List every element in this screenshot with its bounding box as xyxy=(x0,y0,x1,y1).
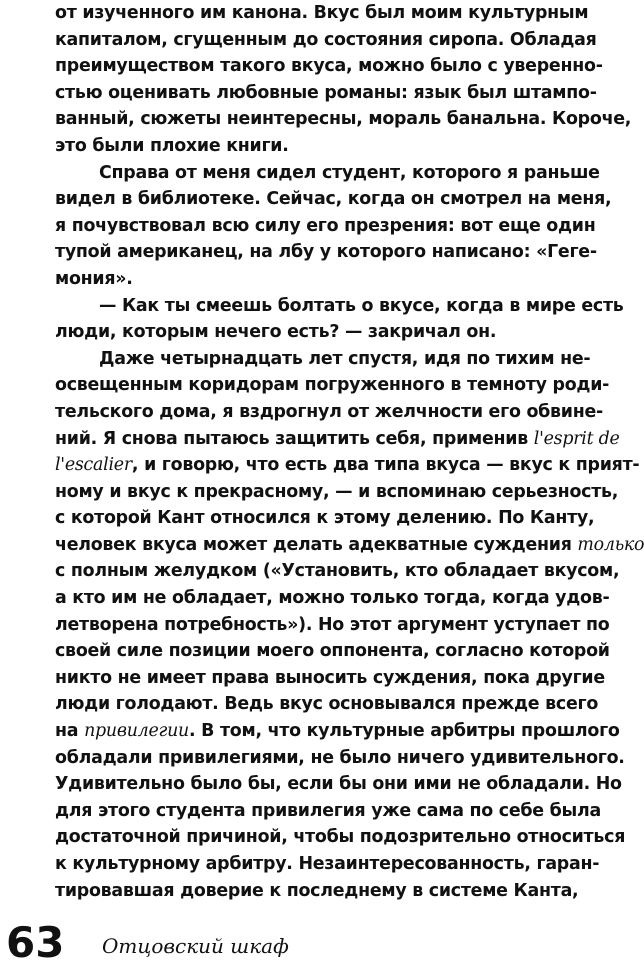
text-run: стью оценивать любовные романы: язык был штампо- xyxy=(55,82,597,103)
text-line xyxy=(55,133,600,160)
text-line xyxy=(55,106,632,133)
text-line xyxy=(55,612,610,639)
italic-phrase: только xyxy=(577,534,644,555)
page-number: 63 xyxy=(6,918,65,967)
text-run: капиталом, сгущенным до состояния сиропа. Обладая xyxy=(55,29,597,50)
italic-phrase: l'escalier xyxy=(55,455,132,476)
text-line xyxy=(55,638,610,665)
text-run: человек вкуса может делать адекватные суждения xyxy=(55,534,578,555)
text-run: а кто им не обладает, можно только тогда, когда удов- xyxy=(55,588,610,609)
text-run: это были плохие книги. xyxy=(55,135,289,156)
text-run: Удивительно было бы, если бы они ими не обладали. Но xyxy=(55,774,622,795)
text-line xyxy=(55,426,620,453)
text-run: люди голодают. Ведь вкус основывался прежде всего xyxy=(55,694,599,715)
text-run: тировавшая доверие к последнему в системе Канта, xyxy=(55,880,579,901)
text-line xyxy=(55,824,626,851)
text-run: от изученного им канона. Вкус был моим культурным xyxy=(55,3,589,23)
text-line xyxy=(55,532,644,559)
text-line xyxy=(55,585,610,612)
text-run: ному и вкус к прекрасному, — и вспоминаю серьезность, xyxy=(55,481,619,502)
text-run: ванный, сюжеты неинтересны, мораль банальна. Короче, xyxy=(55,109,632,130)
text-line xyxy=(55,798,600,825)
text-line xyxy=(55,319,600,346)
body-text xyxy=(55,0,644,904)
text-run: — Как ты смеешь болтать о вкусе, когда в мире есть xyxy=(99,295,624,316)
text-line xyxy=(55,27,600,54)
text-run: обладали привилегиями, не было ничего удивительного. xyxy=(55,747,625,768)
text-line xyxy=(55,399,604,426)
text-run: Справа от меня сидел студент, которого я раньше xyxy=(99,162,600,183)
text-run: к культурному арбитру. Незаинтересованность, гаран- xyxy=(55,854,600,874)
text-run: на xyxy=(55,721,85,742)
text-line xyxy=(55,878,600,905)
text-line xyxy=(55,80,600,107)
text-line xyxy=(55,718,620,745)
text-line xyxy=(55,186,612,213)
text-run: тельского дома, я вздрогнул от желчности его обвине- xyxy=(55,401,604,422)
text-line xyxy=(55,558,620,585)
text-run: никто не имеет права выносить суждения, пока другие xyxy=(55,667,605,688)
text-line xyxy=(55,452,640,479)
text-run: Даже четырнадцать лет спустя, идя по тихим не- xyxy=(99,348,591,369)
text-line xyxy=(55,665,605,692)
text-line xyxy=(55,505,600,532)
text-line xyxy=(55,160,600,187)
text-line xyxy=(55,691,600,718)
text-line xyxy=(55,0,600,27)
text-run: тупой американец, на лбу у которого написано: «Геге- xyxy=(55,242,597,263)
text-line xyxy=(55,771,622,798)
text-line xyxy=(55,293,624,320)
text-line xyxy=(55,479,619,506)
text-run: , и говорю, что есть два типа вкуса — вкус к прият- xyxy=(131,455,640,476)
text-line xyxy=(55,53,603,80)
text-run: я почувствовал всю силу его презрения: вот еще один xyxy=(55,215,596,236)
text-run: преимуществом такого вкуса, можно было с уверенно- xyxy=(55,56,603,77)
text-line xyxy=(55,745,625,772)
text-run: достаточной причиной, чтобы подозрительно относиться xyxy=(55,827,626,848)
italic-phrase: l'esprit de xyxy=(533,428,620,449)
text-run: с которой Кант относился к этому делению. По Канту, xyxy=(55,508,595,529)
text-run: освещенным коридорам погруженного в темноту роди- xyxy=(55,375,610,396)
text-run: мония». xyxy=(55,268,133,289)
text-run: летворена потребность»). Но этот аргумент уступает по xyxy=(55,614,610,635)
page-footer xyxy=(0,918,607,968)
text-run: люди, которым нечего есть? — закричал он. xyxy=(55,322,497,343)
text-run: для этого студента привилегия уже сама по себе была xyxy=(55,800,601,821)
text-line xyxy=(55,372,610,399)
text-line xyxy=(55,266,600,293)
text-line xyxy=(55,239,600,266)
text-line xyxy=(55,346,600,373)
text-line xyxy=(55,213,600,240)
text-run: ний. Я снова пытаюсь защитить себя, применив xyxy=(55,428,534,449)
italic-phrase: привилегии xyxy=(84,721,189,742)
text-run: с полным желудком («Установить, кто обладает вкусом, xyxy=(55,561,620,582)
text-line xyxy=(55,851,600,878)
running-title: Отцовский шкаф xyxy=(102,934,289,958)
text-run: своей силе позиции моего оппонента, согласно которой xyxy=(55,641,610,662)
text-run: . В том, что культурные арбитры прошлого xyxy=(188,721,620,742)
text-run: видел в библиотеке. Сейчас, когда он смотрел на меня, xyxy=(55,189,612,210)
